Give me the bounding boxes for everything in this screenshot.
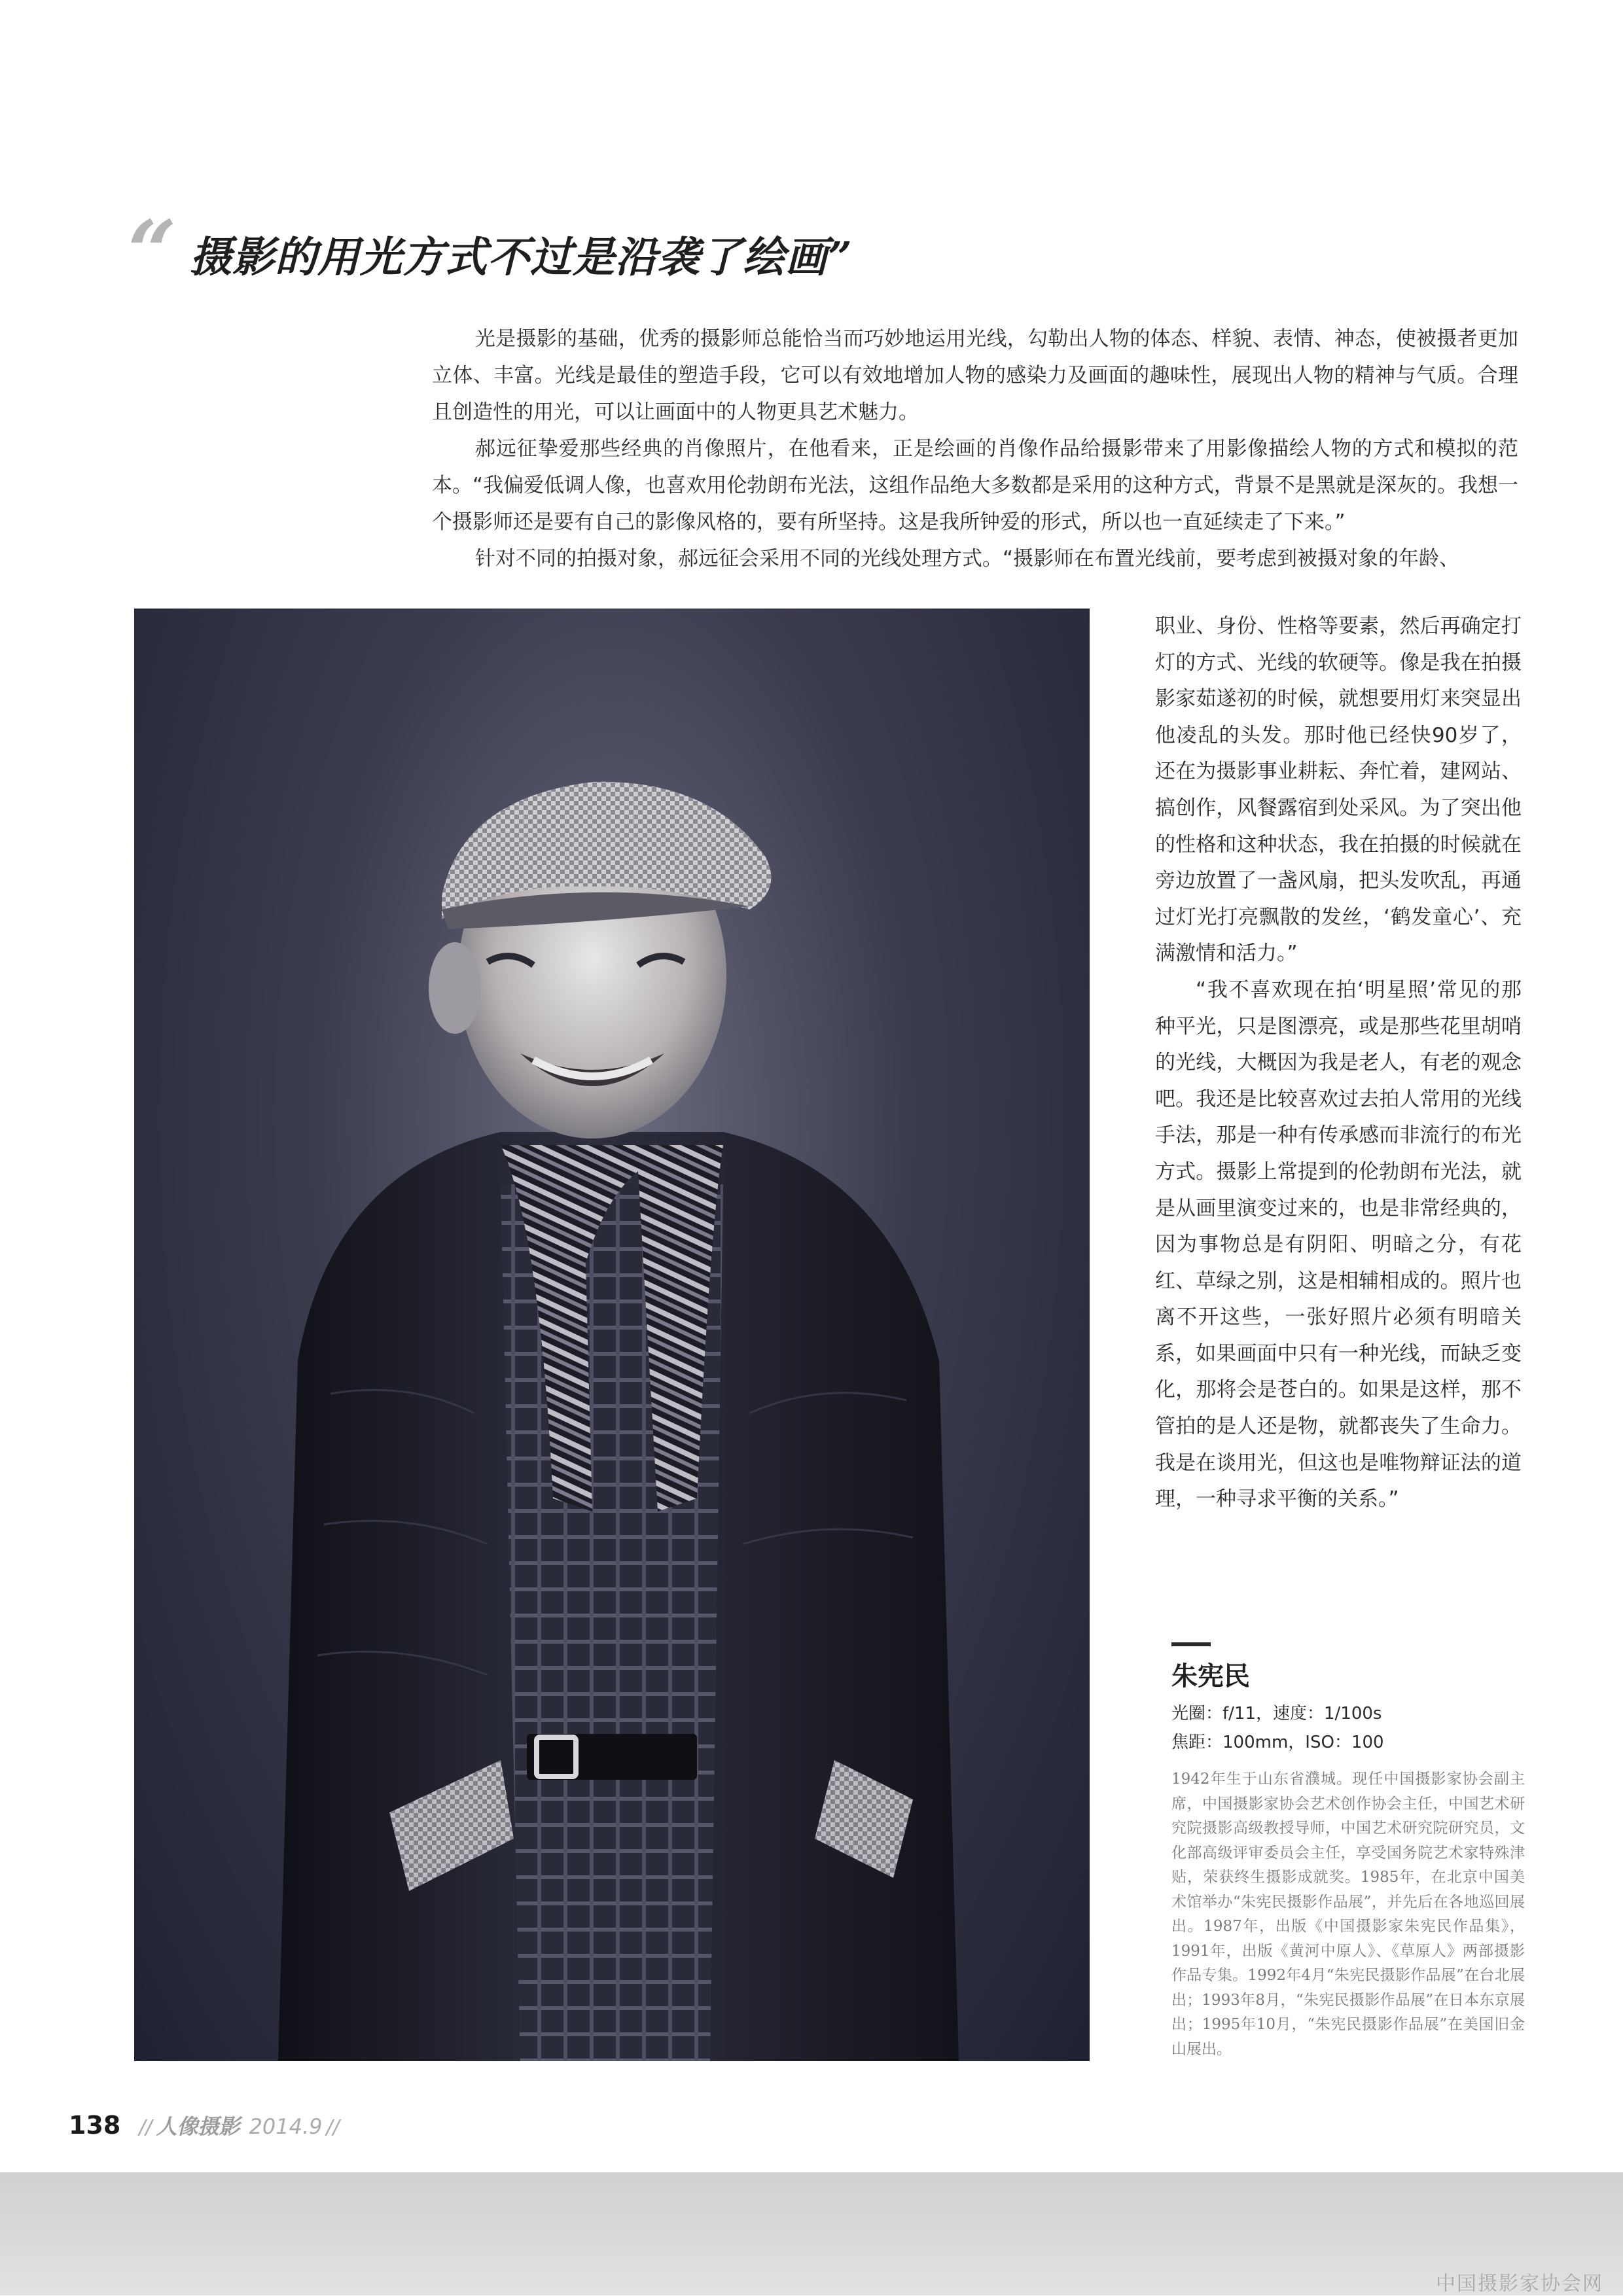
portrait-photo — [134, 609, 1090, 2061]
intro-paragraph: 郝远征挚爱那些经典的肖像照片，在他看来，正是绘画的肖像作品给摄影带来了用影像描绘人物的方式和模拟的范本。“我偏爱低调人像，也喜欢用伦勃朗布光法，这组作品绝大多数都是采用的这种方式，背景不是黑就是深灰的。我想一个摄影师还是要有自己的影像风格的，要有所坚持。这是我所钟爱的形式，所以也一直延续走了下来。” — [432, 437, 1518, 534]
photographer-bio — [1171, 1642, 1525, 2062]
left-ear — [429, 942, 481, 1034]
right-column-text — [1155, 609, 1522, 1518]
right-column-paragraph: 职业、身份、性格等要素，然后再确定打灯的方式、光线的软硬等。像是我在拍摄影家茹遂初的时候，就想要用灯来突显出他凌乱的头发。那时他已经快90岁了，还在为摄影事业耕耘、奔忙着，建网站、搞创作，风餐露宿到处采风。为了突出他的性格和这种状态，我在拍摄的时候就在旁边放置了一盏风扇，把头发吹乱，再通过灯光打亮飘散的发丝，‘鹤发童心’、充满激情和活力。” — [1155, 614, 1522, 966]
headline — [128, 202, 1175, 302]
scan-margin — [0, 2172, 1623, 2295]
photographer-name: 朱宪民 — [1171, 1661, 1250, 1691]
bio-text: 1942年生于山东省濮城。现任中国摄影家协会副主席，中国摄影家协会艺术创作协会主任，中国艺术研究院摄影高级教授导师，中国艺术研究院研究员，文化部高级评审委员会主任，享受国务院艺术家特殊津贴，荣获终生摄影成就奖。1985年，在北京中国美术馆举办“朱宪民摄影作品展”，并先后在各地巡回展出。1987年，出版《中国摄影家朱宪民作品集》，1991年，出版《黄河中原人》、《草原人》两部摄影作品专集。1992年4月“朱宪民摄影作品展”在台北展出；1993年8月，“朱宪民摄影作品展”在日本东京展出；1995年10月，“朱宪民摄影作品展”在美国旧金山展出。 — [1171, 1771, 1525, 2058]
footer-divider: // — [326, 2116, 340, 2139]
headline-quote-mark: “ — [128, 202, 177, 302]
intro-paragraph: 光是摄影的基础，优秀的摄影师总能恰当而巧妙地运用光线，勾勒出人物的体态、样貌、表情、神态，使被摄者更加立体、丰富。光线是最佳的塑造手段，它可以有效地增加人物的感染力及画面的趣味性，展现出人物的精神与气质。合理且创造性的用光，可以让画面中的人物更具艺术魅力。 — [432, 327, 1518, 424]
intro-paragraph: 针对不同的拍摄对象，郝远征会采用不同的光线处理方式。“摄影师在布置光线前，要考虑到被摄对象的年龄、 — [475, 547, 1460, 571]
magazine-issue: 2014.9 — [249, 2114, 323, 2139]
belt — [527, 1734, 697, 1780]
bio-divider — [1171, 1642, 1211, 1646]
page-number: 138 — [69, 2111, 121, 2140]
right-column-paragraph: “我不喜欢现在拍‘明星照’常见的那种平光，只是图漂亮，或是那些花里胡哨的光线，大概因为我是老人，有老的观念吧。我还是比较喜欢过去拍人常用的光线手法，那是一种有传承感而非流行的布光方式。摄影上常提到的伦勃朗布光法，就是从画里演变过来的，也是非常经典的，因为事物总是有阴阳、明暗之分，有花红、草绿之别，这是相辅相成的。照片也离不开这些，一张好照片必须有明暗关系，如果画面中只有一种光线，而缺乏变化，那将会是苍白的。如果是这样，那不管拍的是人还是物，就都丧失了生命力。我是在谈用光，但这也是唯物辩证法的道理，一种寻求平衡的关系。” — [1155, 978, 1522, 1511]
page-footer — [69, 2110, 344, 2149]
lens-settings: 焦距：100mm，ISO：100 — [1171, 1733, 1384, 1752]
headline-title: 摄影的用光方式不过是沿袭了绘画” — [190, 233, 853, 282]
intro-text — [432, 321, 1518, 577]
exposure-settings: 光圈：f/11，速度：1/100s — [1171, 1704, 1382, 1723]
portrait-illustration — [134, 609, 1090, 2061]
watermark: 中国摄影家协会网 — [1436, 2272, 1603, 2295]
footer-divider: // — [139, 2116, 152, 2139]
magazine-name: 人像摄影 — [156, 2114, 240, 2139]
